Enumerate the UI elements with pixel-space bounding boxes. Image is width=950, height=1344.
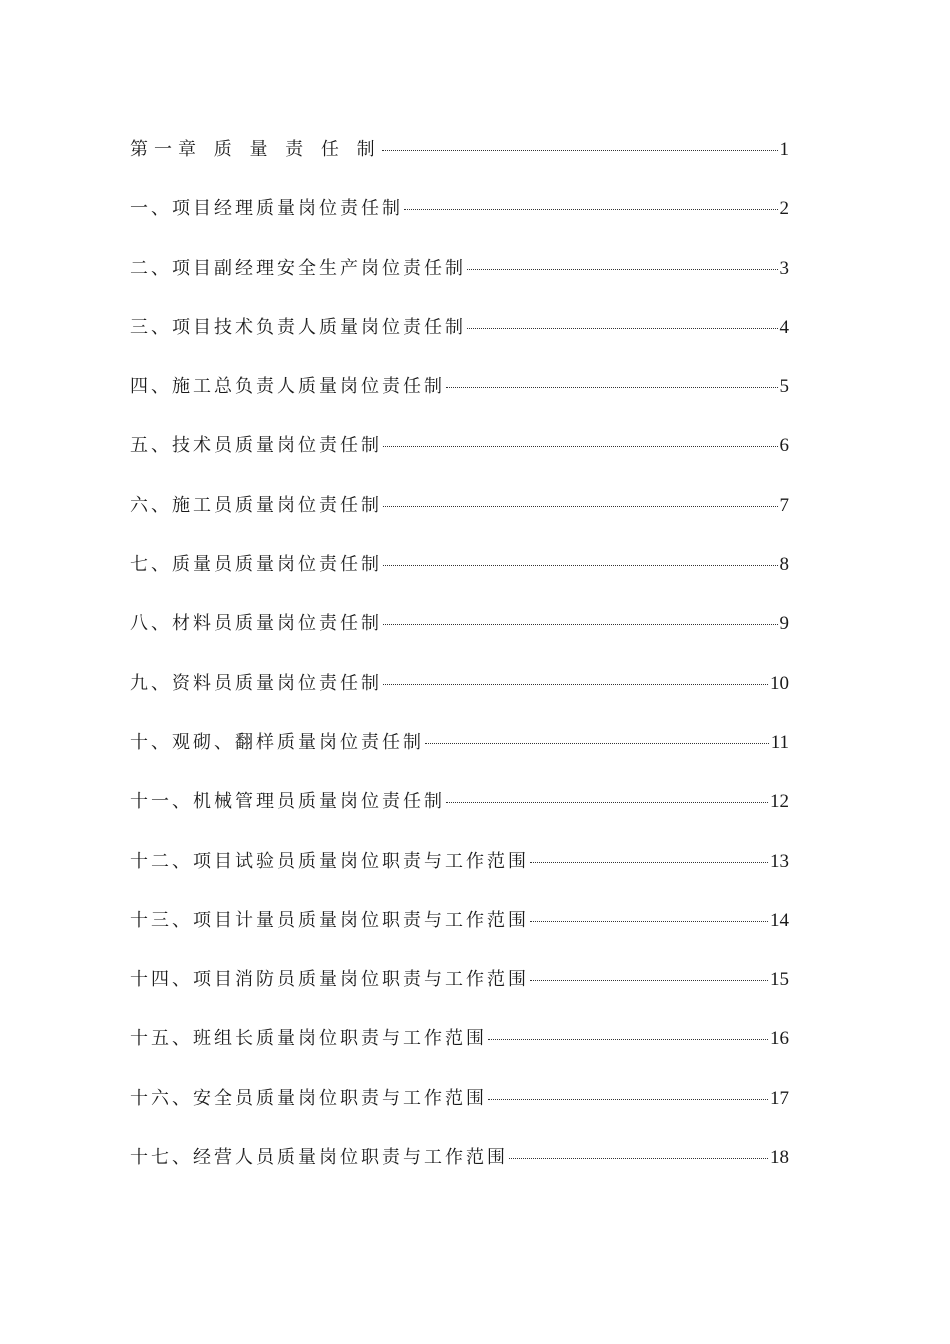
toc-entry-title: 十六、安全员质量岗位职责与工作范围: [130, 1087, 487, 1109]
toc-entry-page: 13: [770, 850, 789, 872]
toc-entry-title: 四、施工总负责人质量岗位责任制: [130, 376, 445, 398]
toc-entry[interactable]: [130, 668, 789, 727]
toc-entry-chapter-1[interactable]: [130, 134, 789, 193]
toc-entry-title: 十一、机械管理员质量岗位责任制: [130, 791, 445, 813]
toc-entry[interactable]: [130, 1083, 789, 1142]
toc-entry-page: 17: [770, 1087, 789, 1109]
toc-dot-leader: [425, 743, 769, 744]
toc-dot-leader: [467, 328, 778, 329]
toc-dot-leader: [446, 387, 778, 388]
toc-entry[interactable]: [130, 727, 789, 786]
toc-dot-leader: [404, 209, 778, 210]
toc-entry-page: 6: [779, 435, 789, 457]
toc-entry-title: 五、技术员质量岗位责任制: [130, 435, 382, 457]
toc-entry[interactable]: [130, 253, 789, 312]
toc-entry-title: 六、施工员质量岗位责任制: [130, 494, 382, 516]
toc-entry[interactable]: [130, 430, 789, 489]
toc-entry-title: 一、项目经理质量岗位责任制: [130, 198, 403, 220]
toc-dot-leader: [383, 684, 768, 685]
table-of-contents: [130, 134, 789, 1201]
toc-entry-title: 二、项目副经理安全生产岗位责任制: [130, 257, 466, 279]
toc-dot-leader: [383, 446, 778, 447]
toc-entry-page: 10: [770, 672, 789, 694]
toc-entry[interactable]: [130, 786, 789, 845]
toc-entry[interactable]: [130, 1023, 789, 1082]
toc-dot-leader: [383, 565, 778, 566]
toc-entry-page: 14: [770, 909, 789, 931]
toc-entry-title: 十四、项目消防员质量岗位职责与工作范围: [130, 969, 529, 991]
toc-entry-page: 9: [779, 613, 789, 635]
toc-entry[interactable]: [130, 964, 789, 1023]
toc-entry-page: 7: [779, 494, 789, 516]
toc-entry[interactable]: [130, 905, 789, 964]
toc-entry-page: 12: [770, 791, 789, 813]
toc-entry-title: 三、项目技术负责人质量岗位责任制: [130, 316, 466, 338]
toc-entry[interactable]: [130, 312, 789, 371]
toc-entry-title: 十五、班组长质量岗位职责与工作范围: [130, 1028, 487, 1050]
toc-entry-page: 18: [770, 1147, 789, 1169]
toc-entry-page: 1: [779, 139, 789, 160]
toc-entry-title: 第一章 质 量 责 任 制: [130, 139, 381, 160]
toc-entry-page: 5: [779, 376, 789, 398]
toc-entry-page: 16: [770, 1028, 789, 1050]
toc-entry[interactable]: [130, 371, 789, 430]
toc-entry-title: 十七、经营人员质量岗位职责与工作范围: [130, 1147, 508, 1169]
toc-dot-leader: [383, 506, 778, 507]
toc-entry-title: 八、材料员质量岗位责任制: [130, 613, 382, 635]
toc-entry-page: 15: [770, 969, 789, 991]
toc-entry[interactable]: [130, 549, 789, 608]
toc-dot-leader: [382, 150, 778, 151]
toc-entry-page: 4: [779, 316, 789, 338]
toc-entry-title: 十二、项目试验员质量岗位职责与工作范围: [130, 850, 529, 872]
toc-dot-leader: [446, 802, 768, 803]
toc-dot-leader: [488, 1039, 768, 1040]
toc-dot-leader: [509, 1158, 768, 1159]
toc-entry-title: 十、观砌、翻样质量岗位责任制: [130, 731, 424, 753]
toc-entry[interactable]: [130, 193, 789, 252]
toc-entry[interactable]: [130, 846, 789, 905]
toc-entry[interactable]: [130, 608, 789, 667]
toc-dot-leader: [530, 980, 768, 981]
toc-dot-leader: [383, 624, 778, 625]
toc-entry-page: 2: [779, 198, 789, 220]
toc-entry-page: 3: [779, 257, 789, 279]
toc-entry[interactable]: [130, 490, 789, 549]
toc-entry[interactable]: [130, 1142, 789, 1201]
toc-dot-leader: [530, 921, 768, 922]
toc-entry-page: 8: [779, 554, 789, 576]
toc-entry-title: 十三、项目计量员质量岗位职责与工作范围: [130, 909, 529, 931]
toc-entry-page: 11: [770, 731, 789, 753]
toc-dot-leader: [488, 1099, 768, 1100]
toc-entry-title: 七、质量员质量岗位责任制: [130, 554, 382, 576]
toc-entry-title: 九、资料员质量岗位责任制: [130, 672, 382, 694]
toc-dot-leader: [530, 862, 768, 863]
toc-dot-leader: [467, 269, 778, 270]
